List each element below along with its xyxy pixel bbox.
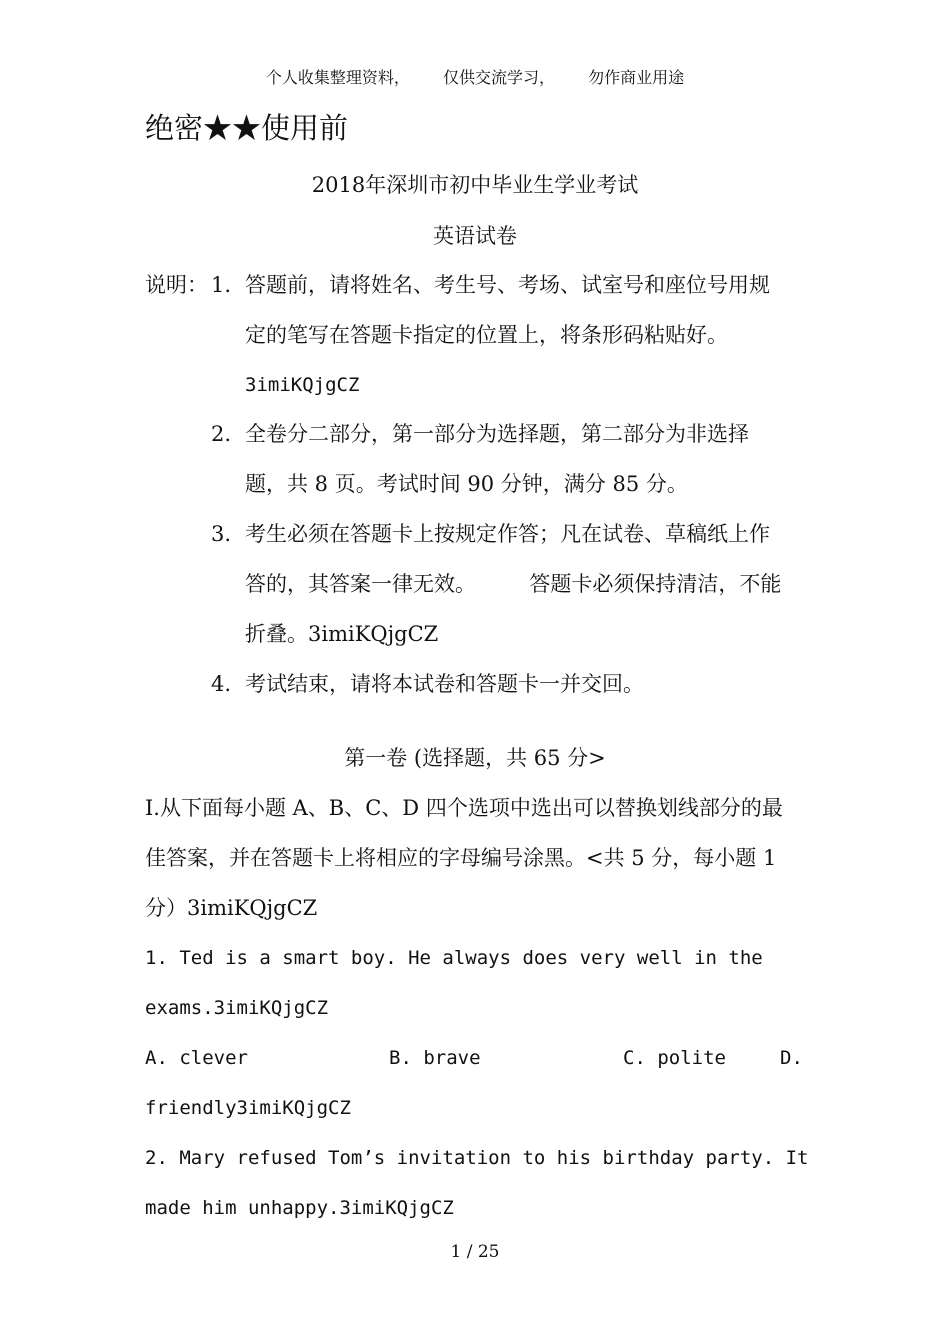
instruction-2-line-2: 题，共 8 页。考试时间 90 分钟，满分 85 分。 bbox=[245, 472, 688, 496]
section-1-line-1: I.从下面每小题 A、B、C、D 四个选项中选出可以替换划线部分的最 bbox=[145, 796, 783, 820]
part-1-title: 第一卷 (选择题，共 65 分> bbox=[344, 746, 606, 770]
page-header bbox=[0, 70, 950, 86]
header-part-1: 个人收集整理资料， bbox=[265, 68, 410, 87]
question-1-option-d: D. bbox=[780, 1047, 803, 1069]
question-1-option-c: C. polite bbox=[623, 1047, 726, 1069]
instruction-2-number: 2. bbox=[211, 422, 232, 446]
section-1-line-3: 分）3imiKQjgCZ bbox=[145, 896, 318, 920]
instruction-3-line-2: 答的，其答案一律无效。 答题卡必须保持清洁，不能 bbox=[245, 572, 782, 596]
page-number: 1 / 25 bbox=[450, 1242, 500, 1262]
header-part-3: 勿作商业用途 bbox=[588, 68, 685, 87]
instruction-3-number: 3. bbox=[211, 522, 232, 546]
instruction-1-number: 1. bbox=[211, 273, 232, 297]
question-2-line-2: made him unhappy.3imiKQjgCZ bbox=[145, 1197, 454, 1219]
instruction-4-number: 4. bbox=[211, 672, 232, 696]
secret-mark: 绝密★★使用前 bbox=[145, 111, 349, 145]
exam-title: 2018年深圳市初中毕业生学业考试 bbox=[311, 173, 639, 197]
question-2-line-1: 2. Mary refused Tom’s invitation to his birthday party. It bbox=[145, 1147, 809, 1169]
instruction-3-line-1: 考生必须在答题卡上按规定作答；凡在试卷、草稿纸上作 bbox=[245, 522, 770, 546]
instruction-1-line-2: 定的笔写在答题卡指定的位置上，将条形码粘贴好。 bbox=[245, 323, 728, 347]
instruction-4-line-1: 考试结束，请将本试卷和答题卡一并交回。 bbox=[245, 672, 644, 696]
instructions-label: 说明： bbox=[145, 273, 208, 297]
section-1-line-2: 佳答案，并在答题卡上将相应的字母编号涂黑。<共 5 分，每小题 1 bbox=[145, 846, 777, 870]
question-1-option-d-text: friendly3imiKQjgCZ bbox=[145, 1097, 351, 1119]
question-1-line-1: 1. Ted is a smart boy. He always does very well in the bbox=[145, 947, 763, 969]
instruction-1-line-3: 3imiKQjgCZ bbox=[245, 374, 360, 396]
question-1-line-2: exams.3imiKQjgCZ bbox=[145, 997, 329, 1019]
question-1-option-b: B. brave bbox=[389, 1047, 481, 1069]
subject-title: 英语试卷 bbox=[433, 224, 517, 248]
question-1-option-a: A. clever bbox=[145, 1047, 248, 1069]
instruction-3-line-3: 折叠。3imiKQjgCZ bbox=[245, 622, 439, 646]
instruction-2-line-1: 全卷分二部分，第一部分为选择题，第二部分为非选择 bbox=[245, 422, 749, 446]
header-part-2: 仅供交流学习， bbox=[442, 68, 555, 87]
instruction-1-line-1: 答题前，请将姓名、考生号、考场、试室号和座位号用规 bbox=[245, 273, 770, 297]
